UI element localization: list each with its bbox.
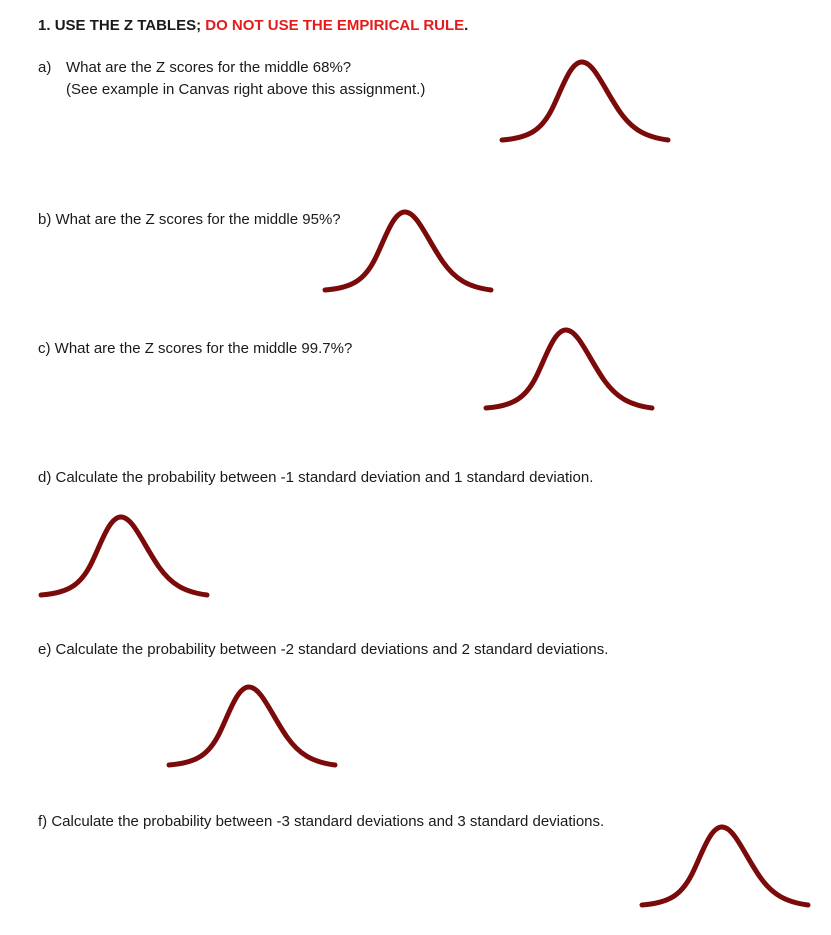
question-a	[38, 58, 351, 78]
heading-warning: DO NOT USE THE EMPIRICAL RULE	[205, 17, 465, 34]
bell-curve-icon	[640, 822, 810, 906]
bell-curve-icon	[167, 682, 337, 766]
heading-lead: USE THE Z TABLES;	[54, 17, 202, 34]
question-f: f) Calculate the probability between -3 standard deviations and 3 standard deviations.	[38, 813, 605, 830]
bell-curve-icon	[323, 207, 493, 291]
heading-number: 1.	[38, 17, 51, 34]
bell-curve-icon	[39, 512, 209, 596]
question-a-letter: a)	[38, 59, 52, 76]
bell-curve-icon	[484, 325, 654, 409]
instruction-heading	[38, 16, 468, 36]
question-b: b) What are the Z scores for the middle 95%?	[38, 211, 341, 228]
question-a-text: What are the Z scores for the middle 68%?	[66, 59, 352, 76]
bell-curve-icon	[500, 57, 670, 141]
question-d: d) Calculate the probability between -1 standard deviation and 1 standard deviation.	[38, 469, 594, 486]
question-e: e) Calculate the probability between -2 standard deviations and 2 standard deviations.	[38, 641, 609, 658]
heading-period: .	[464, 17, 469, 34]
question-c: c) What are the Z scores for the middle 99.7%?	[38, 340, 353, 357]
question-a-note: (See example in Canvas right above this assignment.)	[66, 81, 426, 98]
